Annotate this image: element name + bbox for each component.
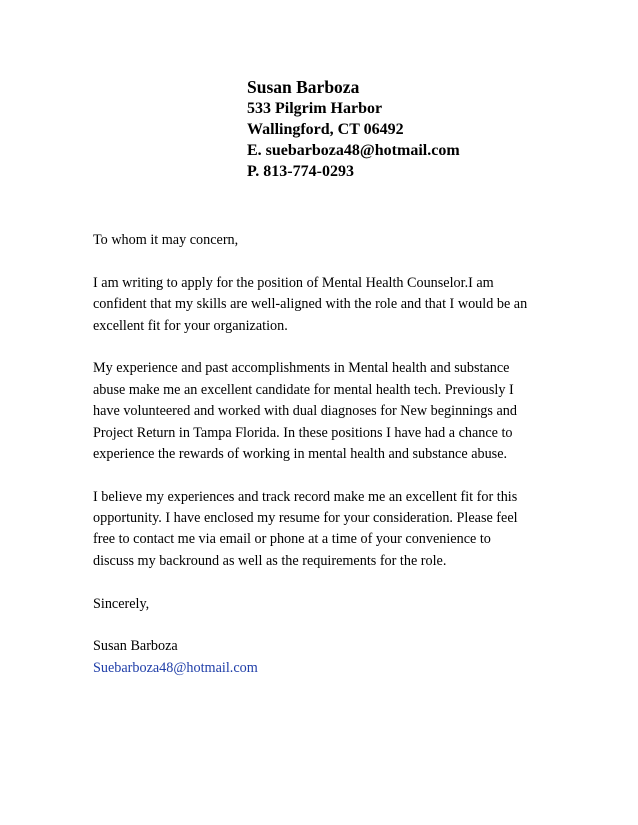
paragraph-gap xyxy=(93,337,553,358)
paragraph-line: have volunteered and worked with dual diagnoses for New beginnings and xyxy=(93,403,517,420)
signature-block xyxy=(93,636,553,679)
paragraph-intro xyxy=(93,273,553,337)
paragraph-closing-remarks xyxy=(93,487,553,573)
paragraph-line: experience the rewards of working in mental health and substance abuse. xyxy=(93,445,508,462)
paragraph-experience xyxy=(93,358,553,465)
paragraph-line: confident that my skills are well-aligned with the role and that I would be an xyxy=(93,296,528,313)
paragraph-gap xyxy=(93,465,553,486)
salutation xyxy=(93,230,553,251)
closing xyxy=(93,594,553,615)
sender-phone: P. 813-774-0293 xyxy=(247,163,354,180)
paragraph-line: Project Return in Tampa Florida. In these positions I have had a chance to xyxy=(93,424,513,441)
sender-address-city: Wallingford, CT 06492 xyxy=(247,121,404,138)
sender-name: Susan Barboza xyxy=(247,77,360,97)
sender-address-street: 533 Pilgrim Harbor xyxy=(247,100,383,117)
paragraph-line: opportunity. I have enclosed my resume for your consideration. Please feel xyxy=(93,510,518,527)
signature-name: Susan Barboza xyxy=(93,638,178,655)
sender-header xyxy=(247,77,607,182)
sender-email: E. suebarboza48@hotmail.com xyxy=(247,142,460,159)
paragraph-gap xyxy=(93,615,553,636)
closing-text: Sincerely, xyxy=(93,595,150,612)
paragraph-line: I believe my experiences and track record make me an excellent fit for this xyxy=(93,488,518,505)
paragraph-gap xyxy=(93,572,553,593)
paragraph-line: excellent fit for your organization. xyxy=(93,317,288,334)
letter-body xyxy=(93,230,553,679)
paragraph-line: abuse make me an excellent candidate for mental health tech. Previously I xyxy=(93,381,514,398)
signature-email-link[interactable]: Suebarboza48@hotmail.com xyxy=(93,659,258,676)
paragraph-line: My experience and past accomplishments in Mental health and substance xyxy=(93,360,510,377)
salutation-text: To whom it may concern, xyxy=(93,232,239,248)
paragraph-line: I am writing to apply for the position of Mental Health Counselor.I am xyxy=(93,274,494,291)
paragraph-line: discuss my backround as well as the requirements for the role. xyxy=(93,552,447,569)
paragraph-line: free to contact me via email or phone at a time of your convenience to xyxy=(93,531,491,548)
paragraph-gap xyxy=(93,251,553,272)
signature-email-line xyxy=(93,658,553,679)
